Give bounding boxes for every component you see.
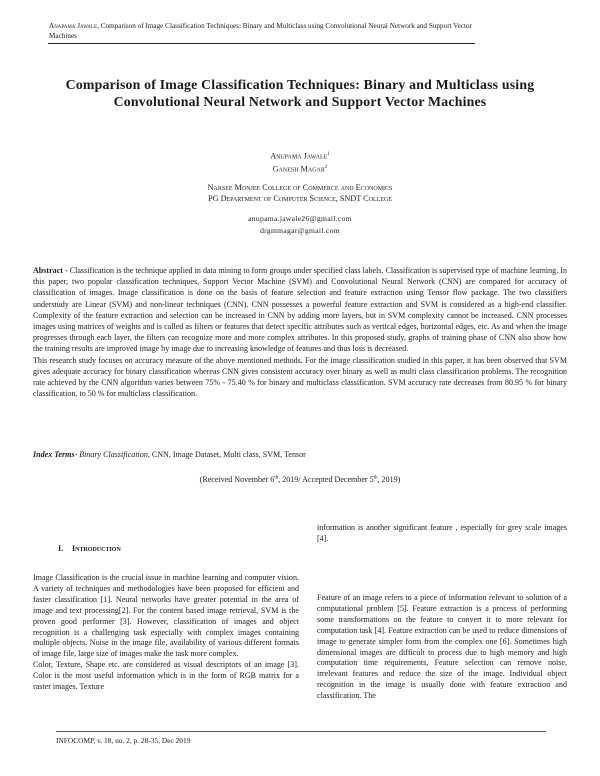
abstract-paragraph: Abstract - Classification is the technique applied in data mining to form groups under specified class labels. Classification is supervised type of machine learning. In this paper, two popular classification techniques, Support Vector Machine (SVM) and Convolutional Neural Network (CNN) are compared for accuracy of classification of images. Image classification is done on the basis of feature selection and feature extraction using Tensor flow package. The two classifiers understudy are Linear (SVM) and non-linear techniques (CNN). CNN possesses a powerful feature extraction and SVM is considered as a high-end classifier. Complexity of the feature extraction and selection can be increased in CNN by adding more layers, but in SVM complexity cannot be increased. CNN processes images using matrices of weights and is called as filters or features that detect specific attributes such as vertical edges, horizontal edges, etc. As and when the image progresses through each layer, the filters can recognize more and more complex attributes. In this proposed study, graphs of training phase of CNN also show how the training results are improved image by image due to increasing knowledge of features and thus loss is decreased. [33,266,567,354]
affiliations [100,182,500,204]
index-terms-label: Index Terms [33,450,75,459]
affiliation: Narsee Monjee College of Commerce and Economics [207,183,393,192]
left-column-text [33,573,299,693]
abstract-paragraph: This research study focuses on accuracy measure of the above mentioned methods. For the image classification studied in this paper, it has been observed that SVM gives adequate accuracy for binary classification whereas CNN gives consistent accuracy over binary as well as multi class classification problems. The recognition rate achieved by the CNN algorithm varies between 75% - 75.40 % for binary and multiclass classification. SVM accuracy rate decreases from 80.95 % for binary classification, to 50 % for multiclass classification. [33,355,567,399]
header-divider [48,43,475,44]
running-head-text: , Comparison of Image Classification Techniques: Binary and Multiclass using Convolutional Neural Network and Support Vector Machines [49,22,473,40]
author: Ganesh Magar$^2$ [272,164,328,174]
body-paragraph: Feature of an image refers to a piece of information relevant to solution of a computational problem [5]. Feature extraction is a process of performing some transformations on the feature to convert it to more relevant for computation task [4]. Feature extraction can be used to reduce dimensions of image to generate simpler form from the complex one [6]. Sometimes high dimensional images are difficult to process due to high memory and high computation time requirements, Feature selection can remove noise, irrelevant features and reduce the size of the image. Individual object recognition in the image is usually done with feature extraction and classification. The [317,593,567,701]
section-heading-introduction: I. Introduction [58,544,121,553]
running-head-author: Anapama Jawale [49,22,98,30]
received-dates: (Received November 6th, 2019/ Accepted December 5th, 2019) [199,475,401,484]
abstract [33,265,567,399]
abstract-label: Abstract [33,266,63,275]
author: Anupama Jawale$^1$ [270,151,330,161]
affiliation: PG Department of Computer Science, SNDT College [208,194,392,203]
running-head [49,22,475,41]
body-paragraph: Image Classification is the crucial issue in machine learning and computer vision. A variety of techniques and methodologies have been proposed for efficient and faster classification [1]. Neural networks have greater potential in the area of image and text processing[2]. For the content based image retrieval, SVM is the proven good performer [3]. However, classification of images and object recognition is a challenging task especially with complex images containing multiple objects. Noise in the image file, availability of various different formats of image file, large size of images make the task more complex. [33,573,299,659]
author-emails [130,213,470,237]
body-paragraph: Color, Texture, Shape etc. are considered as visual descriptors of an image [3]. Color is the most useful information which is in the form of RGB matrix for a raster images. Texture [33,660,299,692]
email: anupama.jawale26@gmail.com [248,214,352,223]
index-terms: Index Terms- Binary Classification, CNN, Image Dataset, Multi class, SVM, Tensor [33,450,306,459]
right-column-text [317,593,567,702]
journal-footer: INFOCOMP, v. 18, no. 2, p. 28-35, Dec 2019 [56,736,191,745]
paper-title: Comparison of Image Classification Techniques: Binary and Multiclass using Convolutional Neural Network and Support Vector Machines [65,77,535,109]
right-column-continuation: information is another significant feature , especially for grey scale images [4]. [317,523,567,543]
footer-divider [56,731,546,732]
author-list [130,149,470,174]
email: drgmmagar@gmail.com [260,226,340,235]
